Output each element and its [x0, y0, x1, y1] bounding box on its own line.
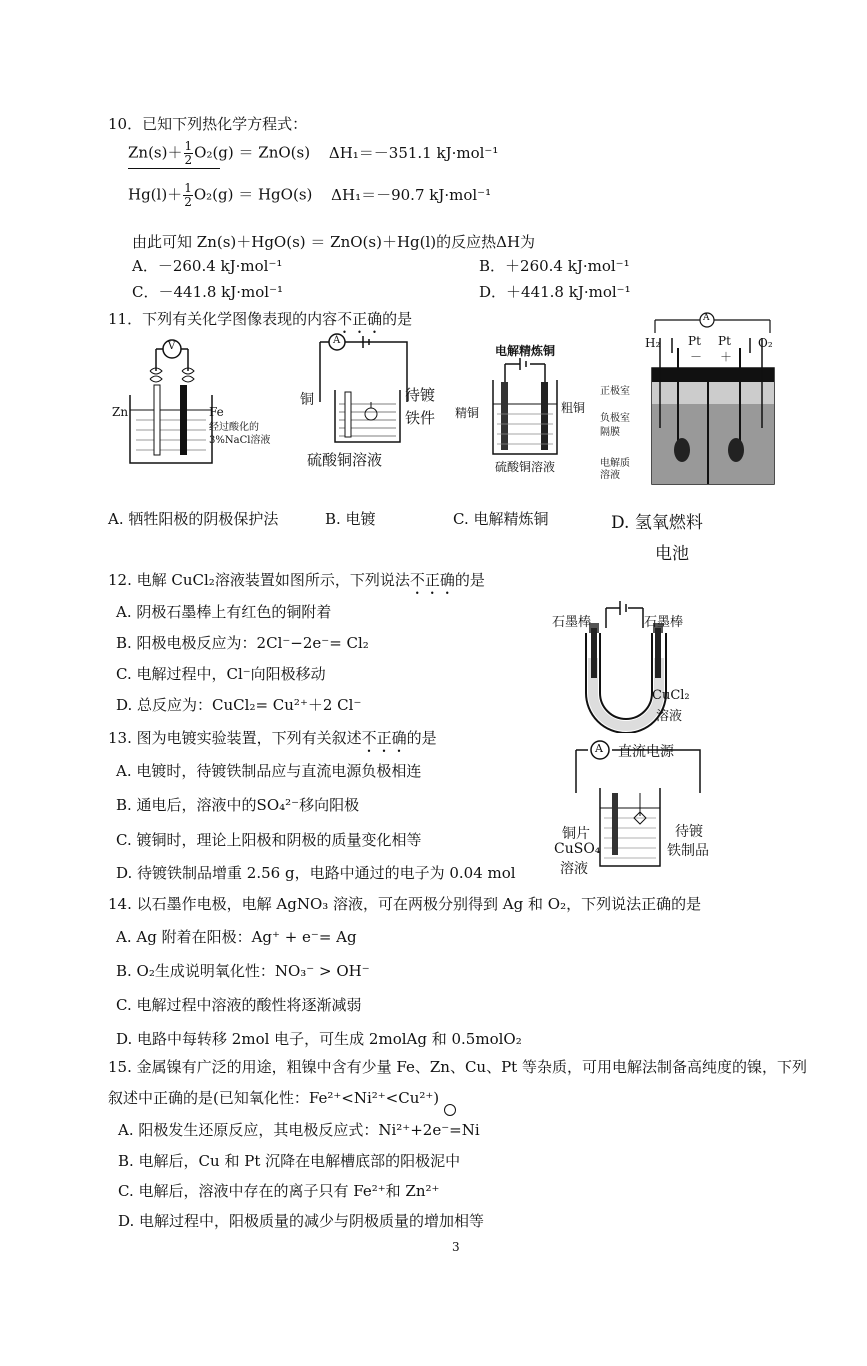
q10-question: 由此可知 Zn(s)＋HgO(s) ＝ ZnO(s)＋Hg(l)的反应热ΔH为 — [132, 233, 536, 251]
q11-stem: 11．下列有关化学图像表现的内容不正确的是 — [108, 310, 413, 328]
q11-caption-c: C. 电解精炼铜 — [453, 510, 549, 528]
q12-stem: 12. 电解 CuCl₂溶液装置如图所示，下列说法不正确的是 — [108, 571, 485, 589]
q10-equation-2 — [128, 182, 491, 209]
q11-caption-d-1: D. 氢氧燃料 — [611, 513, 703, 533]
q14-option-c: C. 电解过程中溶液的酸性将逐渐减弱 — [116, 996, 362, 1014]
q13-option-c: C. 镀铜时，理论上阳极和阴极的质量变化相等 — [116, 831, 422, 849]
q15-option-d: D. 电解过程中，阳极质量的减少与阴极质量的增加相等 — [118, 1212, 485, 1230]
q12-figure-u-tube: 石墨棒 石墨棒 CuCl₂ 溶液 — [548, 598, 718, 733]
q12-option-a: A. 阴极石墨棒上有红色的铜附着 — [116, 603, 332, 621]
q14-stem: 14. 以石墨作电极，电解 AgNO₃ 溶液，可在两极分别得到 Ag 和 O₂，下列说法正确的是 — [108, 895, 702, 913]
q11-figure-d: A H₂ Pt Pt O₂ － ＋ 正极室 负极室 隔膜 电解质 溶液 — [600, 308, 780, 488]
q14-option-b: B. O₂生成说明氧化性：NO₃⁻ > OH⁻ — [116, 962, 370, 980]
q10-eq2-right: O₂(g) ＝ HgO(s) — [193, 185, 313, 204]
q14-option-a: A. Ag 附着在阳极：Ag⁺ + e⁻= Ag — [116, 928, 357, 946]
q13-figure-plating: A 直流电源 铜片 CuSO₄ 溶液 待镀 铁制品 — [554, 742, 709, 877]
page-number: 3 — [452, 1240, 460, 1254]
divider — [128, 168, 220, 169]
q11-figure-a: V Zn Fe 经过酸化的 3%NaCl溶液 — [112, 335, 262, 470]
q15-line-2: 叙述中正确的是(已知氧化性：Fe²⁺<Ni²⁺<Cu²⁺) — [108, 1089, 440, 1107]
q13-stem: 13. 图为电镀实验装置，下列有关叙述不正确的是 — [108, 729, 437, 747]
q13-option-d: D. 待镀铁制品增重 2.56 g，电路中通过的电子为 0.04 mol — [116, 864, 516, 882]
q13-option-a: A. 电镀时，待镀铁制品应与直流电源负极相连 — [116, 762, 422, 780]
q10-eq1-right: O₂(g) ＝ ZnO(s) — [194, 143, 311, 162]
q10-equation-1 — [128, 140, 498, 167]
q15-line-1: 15. 金属镍有广泛的用途，粗镍中含有少量 Fe、Zn、Cu、Pt 等杂质，可用电解法制备高纯度的镍，下列 — [108, 1058, 807, 1076]
q13-option-b: B. 通电后，溶液中的SO₄²⁻移向阳极 — [116, 796, 360, 814]
q10-option-c: C．－441.8 kJ·mol⁻¹ — [132, 283, 284, 301]
q10-eq2-dh: ΔH₁＝－90.7 kJ·mol⁻¹ — [331, 185, 492, 204]
q10-option-a: A．－260.4 kJ·mol⁻¹ — [132, 257, 283, 275]
q12-option-c: C. 电解过程中，Cl⁻向阳极移动 — [116, 665, 326, 683]
q10-eq1-dh: ΔH₁＝－351.1 kJ·mol⁻¹ — [328, 143, 499, 162]
q12-option-d: D. 总反应为：CuCl₂= Cu²⁺＋2 Cl⁻ — [116, 696, 362, 714]
q11-figure-b: A 铜 待镀 铁件 硫酸铜溶液 — [300, 335, 436, 469]
q11-caption-b: B. 电镀 — [325, 510, 376, 528]
q11-figure-c: 电解精炼铜 精铜 粗铜 硫酸铜溶液 — [455, 344, 586, 474]
q10-option-b: B．＋260.4 kJ·mol⁻¹ — [479, 257, 630, 275]
fraction-half: $\frac{1}{2}$ — [184, 181, 192, 209]
q11-caption-a: A. 牺牲阳极的阴极保护法 — [108, 510, 279, 528]
fraction-half: $\frac{1}{2}$ — [184, 139, 193, 167]
q15-option-c: C. 电解后，溶液中存在的离子只有 Fe²⁺和 Zn²⁺ — [118, 1182, 440, 1200]
q10-option-d: D．＋441.8 kJ·mol⁻¹ — [479, 283, 631, 301]
q10-eq2-left: Hg(l)＋ — [128, 185, 183, 204]
q15-option-b: B. 电解后，Cu 和 Pt 沉降在电解槽底部的阳极泥中 — [118, 1152, 461, 1170]
q10-eq1-left: Zn(s)＋ — [128, 143, 183, 162]
q12-option-b: B. 阳极电极反应为：2Cl⁻−2e⁻= Cl₂ — [116, 634, 369, 652]
q11-caption-d-2: 电池 — [655, 544, 689, 564]
q15-option-a: A. 阳极发生还原反应，其电极反应式：Ni²⁺+2e⁻=Ni — [118, 1121, 480, 1139]
stray-mark — [444, 1104, 456, 1116]
q14-option-d: D. 电路中每转移 2mol 电子，可生成 2molAg 和 0.5molO₂ — [116, 1030, 522, 1048]
q10-stem: 10．已知下列热化学方程式： — [108, 115, 308, 133]
